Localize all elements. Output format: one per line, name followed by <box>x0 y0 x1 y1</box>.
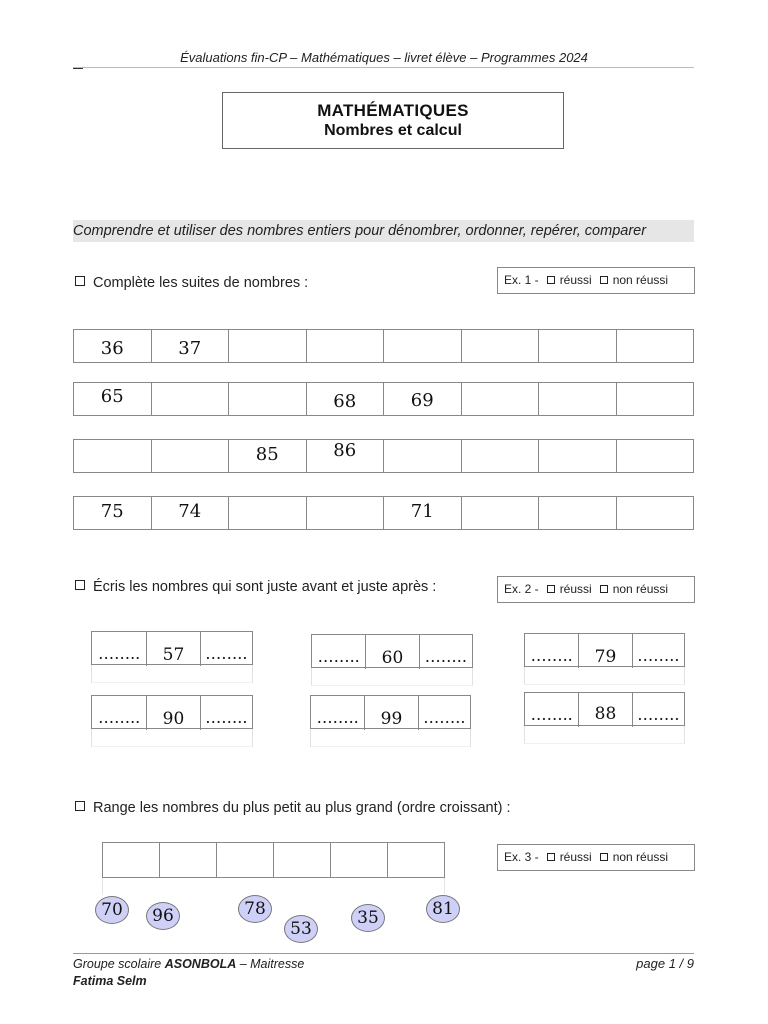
number-bubble[interactable]: 70 <box>95 896 129 924</box>
header-rule <box>73 67 694 68</box>
sequence-cell[interactable] <box>539 497 617 529</box>
ordering-row-shadow <box>102 878 445 894</box>
sequence-cell[interactable] <box>229 330 307 362</box>
ex2-fail-label: non réussi <box>612 582 669 596</box>
number-bubble[interactable]: 35 <box>351 904 385 932</box>
sequence-cell[interactable] <box>539 383 617 415</box>
sequence-cell[interactable] <box>539 330 617 362</box>
before-after-group <box>524 633 685 685</box>
number-bubble[interactable]: 81 <box>426 895 460 923</box>
after-field[interactable]: …….. <box>637 646 680 665</box>
after-field[interactable]: …….. <box>205 708 248 727</box>
ordering-cell[interactable] <box>217 843 274 877</box>
sequence-row-4 <box>73 496 694 530</box>
sequence-cell[interactable] <box>462 383 540 415</box>
given-number: 88 <box>579 693 632 727</box>
sequence-cell[interactable]: 75 <box>74 497 152 529</box>
ex2-result-box <box>497 576 695 603</box>
sequence-cell[interactable] <box>229 383 307 415</box>
title-main: MATHÉMATIQUES <box>317 101 469 120</box>
before-after-group <box>310 695 471 747</box>
ex2-instruction-text: Écris les nombres qui sont juste avant et juste après : <box>93 579 437 595</box>
ex2-success-label: réussi <box>559 582 592 596</box>
sequence-cell[interactable]: 74 <box>152 497 230 529</box>
sequence-cell[interactable] <box>74 440 152 472</box>
title-box <box>222 92 564 149</box>
school-name: ASONBOLA <box>164 957 237 971</box>
number-bubble[interactable]: 53 <box>284 915 318 943</box>
before-after-group <box>311 634 473 686</box>
sequence-cell[interactable] <box>152 440 230 472</box>
ex3-success-checkbox[interactable] <box>547 853 555 861</box>
sequence-cell[interactable] <box>617 497 694 529</box>
after-field[interactable]: …….. <box>637 705 680 724</box>
sequence-cell[interactable] <box>229 497 307 529</box>
sequence-cell[interactable] <box>307 330 385 362</box>
ordering-cell[interactable] <box>160 843 217 877</box>
ex2-fail-checkbox[interactable] <box>600 585 608 593</box>
ex1-instruction <box>75 275 308 291</box>
ordering-cell[interactable] <box>331 843 388 877</box>
given-number: 60 <box>366 635 419 669</box>
ex3-result-box <box>497 844 695 871</box>
ordering-cell[interactable] <box>274 843 331 877</box>
sequence-cell[interactable] <box>617 440 694 472</box>
sequence-cell[interactable] <box>384 330 462 362</box>
after-field[interactable]: …….. <box>424 647 467 666</box>
number-bubble[interactable]: 96 <box>146 902 180 930</box>
teacher-name: Fatima Selm <box>73 974 147 988</box>
after-field[interactable]: …….. <box>423 708 466 727</box>
sequence-cell[interactable] <box>307 497 385 529</box>
sequence-cell[interactable] <box>539 440 617 472</box>
sequence-cell[interactable] <box>462 497 540 529</box>
ex3-fail-label: non réussi <box>612 850 669 864</box>
ordering-row <box>102 842 445 878</box>
before-field[interactable]: …….. <box>92 696 147 730</box>
page-number: page 1 / 9 <box>636 956 694 971</box>
before-field[interactable]: …….. <box>311 696 365 730</box>
ex2-checkbox[interactable] <box>75 580 85 590</box>
ex1-success-label: réussi <box>559 273 592 287</box>
sequence-cell[interactable] <box>462 330 540 362</box>
after-field[interactable]: …….. <box>205 644 248 663</box>
header-rule-mark <box>73 68 83 69</box>
section-heading: Comprendre et utiliser des nombres entiers pour dénombrer, ordonner, repérer, comparer <box>73 220 694 242</box>
ex2-instruction <box>75 579 436 595</box>
sequence-cell[interactable]: 85 <box>229 440 307 472</box>
sequence-cell[interactable]: 65 <box>74 383 152 415</box>
sequence-cell[interactable]: 68 <box>307 383 385 415</box>
before-after-group <box>91 631 253 683</box>
ordering-cell[interactable] <box>388 843 444 877</box>
sequence-cell[interactable] <box>617 383 694 415</box>
page-header: Évaluations fin-CP – Mathématiques – livret élève – Programmes 2024 <box>180 50 588 65</box>
before-field[interactable]: …….. <box>525 634 579 668</box>
sequence-cell[interactable]: 86 <box>307 440 385 472</box>
sequence-cell[interactable]: 71 <box>384 497 462 529</box>
before-after-group <box>91 695 253 747</box>
ex1-result-box <box>497 267 695 294</box>
sequence-cell[interactable] <box>152 383 230 415</box>
footer-credit: Groupe scolaire ASONBOLA – Maitresse Fatima Selm <box>73 957 305 988</box>
given-number: 79 <box>579 634 632 668</box>
ex3-checkbox[interactable] <box>75 801 85 811</box>
sequence-cell[interactable]: 37 <box>152 330 230 362</box>
sequence-cell[interactable] <box>462 440 540 472</box>
ex2-success-checkbox[interactable] <box>547 585 555 593</box>
ex3-success-label: réussi <box>559 850 592 864</box>
ex1-success-checkbox[interactable] <box>547 276 555 284</box>
sequence-cell[interactable]: 36 <box>74 330 152 362</box>
ex3-label: Ex. 3 - <box>504 850 539 864</box>
title-sub: Nombres et calcul <box>324 122 462 139</box>
ex3-fail-checkbox[interactable] <box>600 853 608 861</box>
ex1-fail-checkbox[interactable] <box>600 276 608 284</box>
ex3-instruction <box>75 800 511 816</box>
before-field[interactable]: …….. <box>525 693 579 727</box>
ex2-label: Ex. 2 - <box>504 582 539 596</box>
sequence-cell[interactable] <box>384 440 462 472</box>
ex1-label: Ex. 1 - <box>504 273 539 287</box>
number-bubble[interactable]: 78 <box>238 895 272 923</box>
ex1-fail-label: non réussi <box>612 273 669 287</box>
ex1-checkbox[interactable] <box>75 276 85 286</box>
given-number: 57 <box>147 632 200 666</box>
sequence-row-1 <box>73 329 694 363</box>
ex3-instruction-text: Range les nombres du plus petit au plus grand (ordre croissant) : <box>93 800 511 816</box>
before-after-group <box>524 692 685 744</box>
given-number: 99 <box>365 696 418 730</box>
before-field[interactable]: …….. <box>312 635 366 669</box>
ordering-cell[interactable] <box>103 843 160 877</box>
footer-rule <box>73 953 694 954</box>
before-field[interactable]: …….. <box>92 632 147 666</box>
ex1-instruction-text: Complète les suites de nombres : <box>93 275 309 291</box>
sequence-row-3 <box>73 439 694 473</box>
sequence-cell[interactable] <box>617 330 694 362</box>
sequence-row-2 <box>73 382 694 416</box>
given-number: 90 <box>147 696 200 730</box>
sequence-cell[interactable]: 69 <box>384 383 462 415</box>
